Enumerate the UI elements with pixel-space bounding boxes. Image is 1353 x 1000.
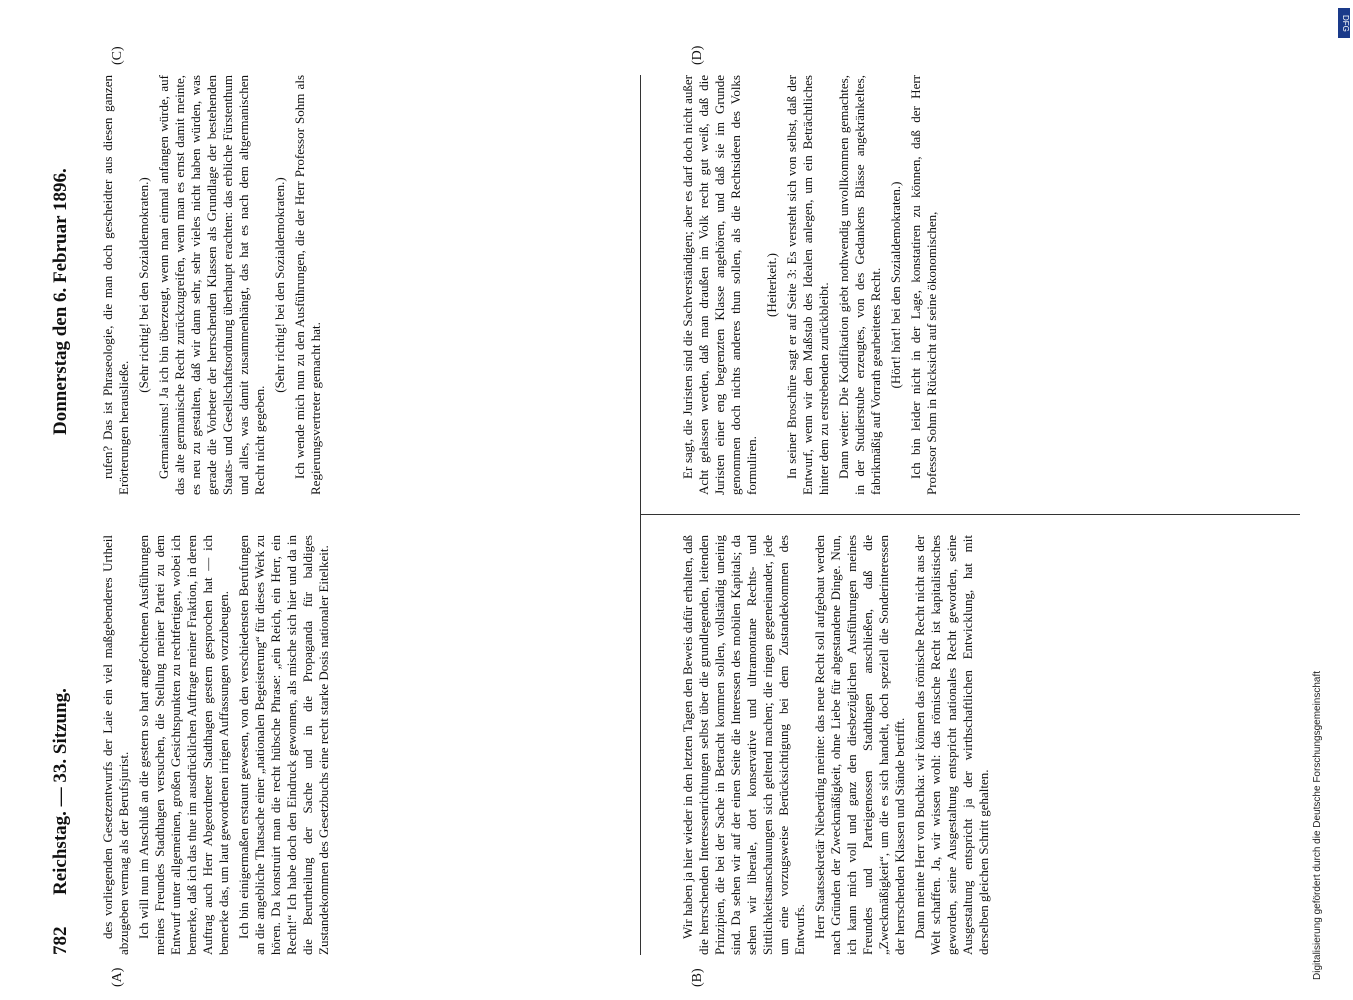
interjection: (Heiterkeit.) xyxy=(764,253,779,317)
header-left-title: Reichstag. — 33. Sitzung. xyxy=(50,688,71,895)
paragraph: Ich will nun im Anschluß an die gestern so hart angefochtenen Ausführungen meines Freundes Stadthagen versuchen, die Stellung meiner Partei zu dem Entwurf unter allgemeinen, großen Gesichtspunkten zu rechtfertigen, wobei ich bemerke, daß ich das thue im ausdrücklichen Auftrage meiner Fraktion, in deren Auftrag auch Herr Abgeordneter Stadthagen gestern gesprochen hat — ich bemerke das, um laut gewordenen irrigen Auffassungen vorzubeugen. xyxy=(136,535,231,955)
interjection: (Sehr richtig! bei den Sozialdemokraten.) xyxy=(136,177,151,393)
paragraph: Germanismus! Ja ich bin überzeugt, wenn man einmal anfangen würde, auf das alte germanische Recht zurückzugreifen, wenn man es ernst damit meinte, es neu zu gestalten, daß wir dann sehr, sehr vieles nicht haben würden, was gerade die Vorbeter der herrschenden Klassen als Grundlage der bestehenden Staats- und Gesellschaftsordnung überhaupt erachten: das erbliche Fürstenthum und alles, was damit zusammenhängt, das hat es nach dem altgermanischen Recht nicht gegeben. xyxy=(156,75,267,495)
margin-marker-a: (A) xyxy=(110,967,125,987)
paragraph: des vorliegenden Gesetzentwurfs der Laie ein viel maßgebenderes Urtheil abzugeben vermag als der Berufsjurist. xyxy=(100,535,131,955)
column-1-top xyxy=(100,535,640,955)
paragraph: Herr Staatssekretär Nieberding meinte: das neue Recht soll aufgebaut werden nach Gründen der Zweckmäßigkeit, ohne Liebe für abgestandene Dinge. Nun, ich kann mich voll und ganz den diesbezüglichen Ausführungen meines Freundes und Parteigenossen Stadthagen anschließen, daß die „Zweckmäßigkeit“, um die es sich handelt, doch speziell die Sonderinteressen der herrschenden Klassen und Stände betrifft. xyxy=(812,535,907,955)
margin-marker-b: (B) xyxy=(690,968,705,987)
interjection: (Sehr richtig! bei den Sozialdemokraten.) xyxy=(272,177,287,393)
header-right-title: Donnerstag den 6. Februar 1896. xyxy=(50,168,71,435)
page-number: 782 xyxy=(50,926,71,955)
digitization-note xyxy=(1312,10,1332,990)
dfg-logo: DFG xyxy=(1338,8,1350,38)
margin-marker-c: (C) xyxy=(110,46,125,65)
digitization-note-text: Digitalisierung gefördert durch die Deutsche Forschungsgemeinschaft xyxy=(1312,670,1323,980)
paragraph: Dann weiter: Die Kodifikation giebt nothwendig unvollkommen gemachtes, in der Studierstube erzeugtes, von des Gedankens Blässe angekränkeltes, fabrikmäßig auf Vorrath gearbeitetes Recht. xyxy=(836,75,883,495)
horizontal-divider xyxy=(640,75,641,955)
paragraph: Ich bin einigermaßen erstaunt gewesen, von den verschiedensten Berufungen an die angebliche Thatsache einer „nationalen Begeisterung“ für dieses Werk zu hören. Da konstruirt man die recht hübsche Phrase: „ein Reich, ein Herr, ein Recht!“ Ich habe doch den Eindruck gewonnen, als mische sich hier und da in die Beurtheilung der Sache und in die Propaganda für baldiges Zustandekommen des Gesetzbuchs eine recht starke Dosis nationaler Eitelkeit. xyxy=(236,535,331,955)
rotated-page-content xyxy=(40,35,1340,995)
interjection: (Hört! hört! bei den Sozialdemokraten.) xyxy=(888,181,903,389)
paragraph: Dann meinte Herr von Buchka: wir können das römische Recht nicht aus der Welt schaffen. Ja, wir wissen wohl: das römische Recht ist kapitalistisches geworden, seine Ausgestaltung entspricht nationales Recht geworden, seine Ausgestaltung entspricht ja der wirthschaftlichen Entwicklung, hat mit derselben gleichen Schritt gehalten. xyxy=(912,535,991,955)
column-divider xyxy=(640,514,1300,515)
column-2-bottom xyxy=(680,75,1300,495)
paragraph: Wir haben ja hier wieder in den letzten Tagen den Beweis dafür erhalten, daß die herrschenden Interessenrichtungen selbst über die grundlegenden, leitenden Prinzipien, die bei der Sache in Betracht kommen sollen, vollständig uneinig sind. Da sehen wir auf der einen Seite die Interessen des mobilen Kapitals; da sehen wir liberale, dort konservative und ultramontane Rechts- und Sittlichkeitsanschauungen sich geltend machen; die ringen gegeneinander, jede um eine vorzugsweise Berücksichtigung bei dem Zustandekommen des Entwurfs. xyxy=(680,535,807,955)
margin-marker-d: (D) xyxy=(690,45,705,65)
paragraph: In seiner Broschüre sagt er auf Seite 3: Es versteht sich von selbst, daß der Entwurf, wenn wir den Maßstab des Idealen anlegen, um ein Beträchtliches hinter dem zu erstrebenden zurückbleibt. xyxy=(784,75,831,495)
paragraph: Ich wende mich nun zu den Ausführungen, die der Herr Professor Sohm als Regierungsvertreter gemacht hat. xyxy=(292,75,323,495)
paragraph: Er sagt, die Juristen sind die Sachverständigen; aber es darf doch nicht außer Acht gelassen werden, daß man draußen im Volk recht gut weiß, daß die Juristen einer eng begrenzten Klasse angehören, und daß sie im Grunde genommen doch nichts anderes thun sollen, als die Rechtsideen des Volks formuliren. xyxy=(680,75,759,495)
scanned-page xyxy=(40,35,1340,995)
page-header xyxy=(40,35,80,995)
paragraph: Ich bin leider nicht in der Lage, konstatiren zu können, daß der Herr Professor Sohm in Rücksicht auf seine ökonomischen, xyxy=(908,75,939,495)
column-1-bottom xyxy=(680,535,1300,955)
paragraph: rufen? Das ist Phraseologie, die man doch gescheidter aus diesen ganzen Erörterungen herausließe. xyxy=(100,75,131,495)
column-2-top xyxy=(100,75,640,495)
